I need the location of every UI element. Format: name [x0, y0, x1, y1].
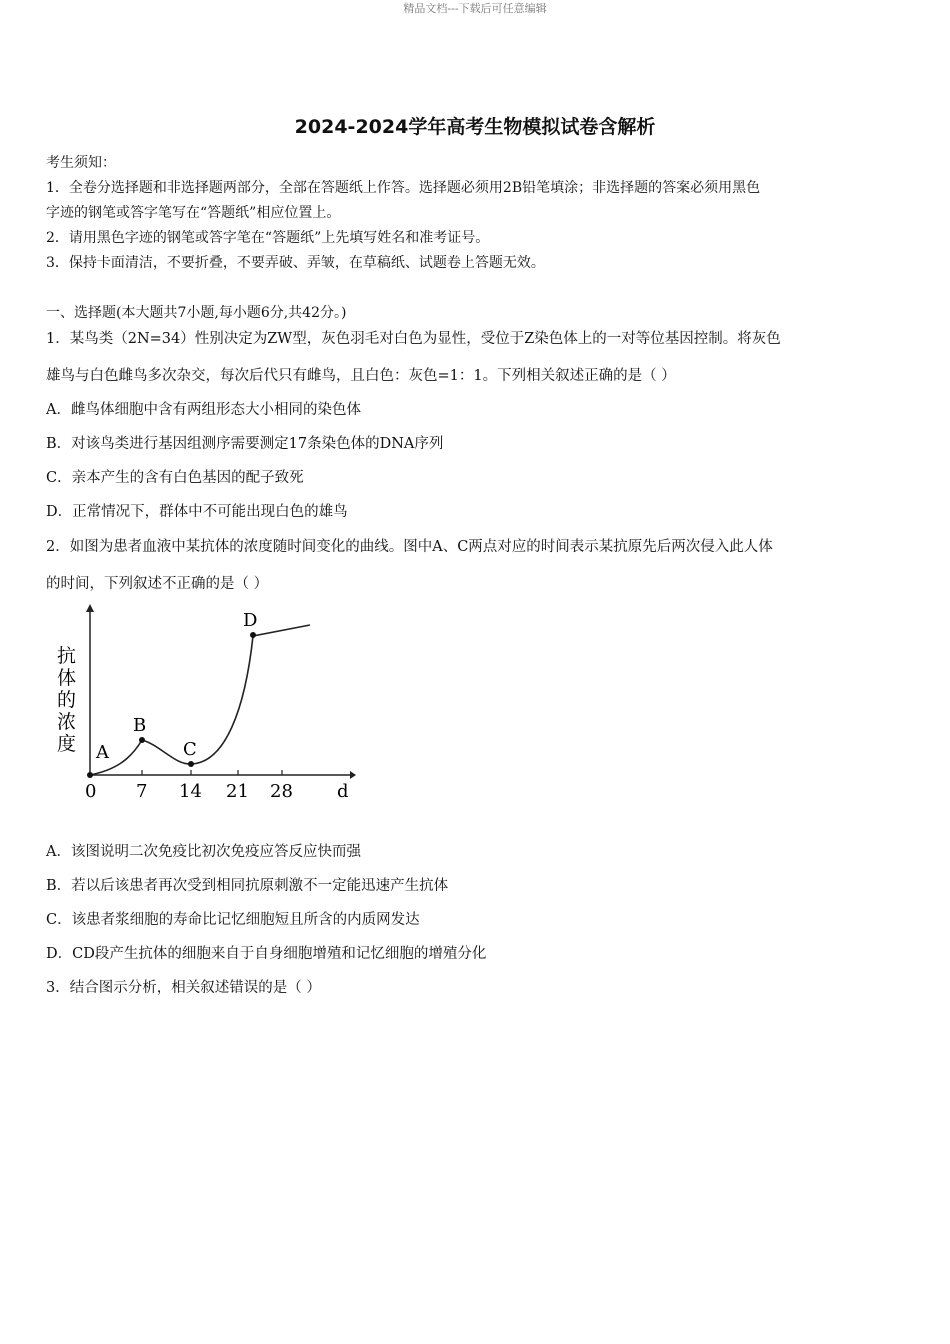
point-d-marker	[250, 632, 256, 638]
x-tick-label: 14	[179, 781, 202, 802]
antibody-curve-figure	[50, 600, 360, 805]
question-1-option-c: C．亲本产生的含有白色基因的配子致死	[46, 470, 304, 486]
question-3-stem: 3．结合图示分析，相关叙述错误的是（ ）	[46, 980, 321, 996]
x-tick-label: 28	[270, 781, 293, 802]
x-tick-label: 21	[226, 781, 249, 802]
notice-heading: 考生须知：	[46, 155, 116, 171]
y-axis-label-char: 体	[57, 667, 77, 689]
question-2-stem: 的时间，下列叙述不正确的是（ ）	[46, 576, 269, 592]
question-1-option-b: B．对该鸟类进行基因组测序需要测定17条染色体的DNA序列	[46, 436, 444, 452]
point-c-marker	[188, 761, 194, 767]
question-1-option-a: A．雌鸟体细胞中含有两组形态大小相同的染色体	[46, 402, 361, 418]
y-axis-label-char: 的	[57, 689, 77, 711]
y-axis-label-char: 浓	[57, 711, 77, 733]
notice-item: 2．请用黑色字迹的钢笔或答字笔在“答题纸”上先填写姓名和准考证号。	[46, 230, 490, 246]
y-axis-label-char: 抗	[57, 645, 77, 667]
notice-item: 3．保持卡面清洁，不要折叠，不要弄破、弄皱，在草稿纸、试题卷上答题无效。	[46, 255, 545, 271]
page-title: 2024-2024学年高考生物模拟试卷含解析	[294, 116, 656, 138]
y-axis-label-char: 度	[57, 733, 77, 755]
question-2-option-a: A．该图说明二次免疫比初次免疫应答反应快而强	[46, 844, 361, 860]
y-axis-arrow	[86, 604, 94, 612]
question-2-option-d: D．CD段产生抗体的细胞来自于自身细胞增殖和记忆细胞的增殖分化	[46, 946, 487, 962]
notice-item: 1．全卷分选择题和非选择题两部分，全部在答题纸上作答。选择题必须用2B铅笔填涂；非选择题的答案必须用黑色	[46, 180, 761, 196]
x-axis-arrow	[350, 771, 356, 779]
x-tick-label: 7	[136, 781, 148, 802]
x-tick-label: 0	[85, 781, 97, 802]
question-2-option-b: B．若以后该患者再次受到相同抗原刺激不一定能迅速产生抗体	[46, 878, 449, 894]
point-d-label: D	[243, 610, 258, 631]
notice-item: 字迹的钢笔或答字笔写在“答题纸”相应位置上。	[46, 205, 341, 221]
question-2-option-c: C．该患者浆细胞的寿命比记忆细胞短且所含的内质网发达	[46, 912, 420, 928]
section-heading: 一、选择题(本大题共7小题,每小题6分,共42分。)	[46, 305, 347, 321]
question-1-stem: 雄鸟与白色雌鸟多次杂交，每次后代只有雌鸟，且白色：灰色=1：1。下列相关叙述正确的是（ ）	[46, 368, 676, 384]
question-1-stem: 1．某鸟类（2N=34）性别决定为ZW型，灰色羽毛对白色为显性，受位于Z染色体上的一对等位基因控制。将灰色	[46, 331, 781, 347]
point-b-label: B	[133, 715, 147, 736]
point-a-marker	[87, 772, 93, 778]
point-a-label: A	[96, 742, 109, 763]
header-watermark: 精品文档---下载后可任意编辑	[403, 2, 547, 15]
question-1-option-d: D．正常情况下，群体中不可能出现白色的雄鸟	[46, 504, 348, 520]
x-unit-label: d	[337, 781, 349, 802]
point-c-label: C	[183, 739, 197, 760]
question-2-stem: 2．如图为患者血液中某抗体的浓度随时间变化的曲线。图中A、C两点对应的时间表示某抗原先后两次侵入此人体	[46, 539, 773, 555]
antibody-curve	[90, 625, 310, 775]
point-b-marker	[139, 737, 145, 743]
